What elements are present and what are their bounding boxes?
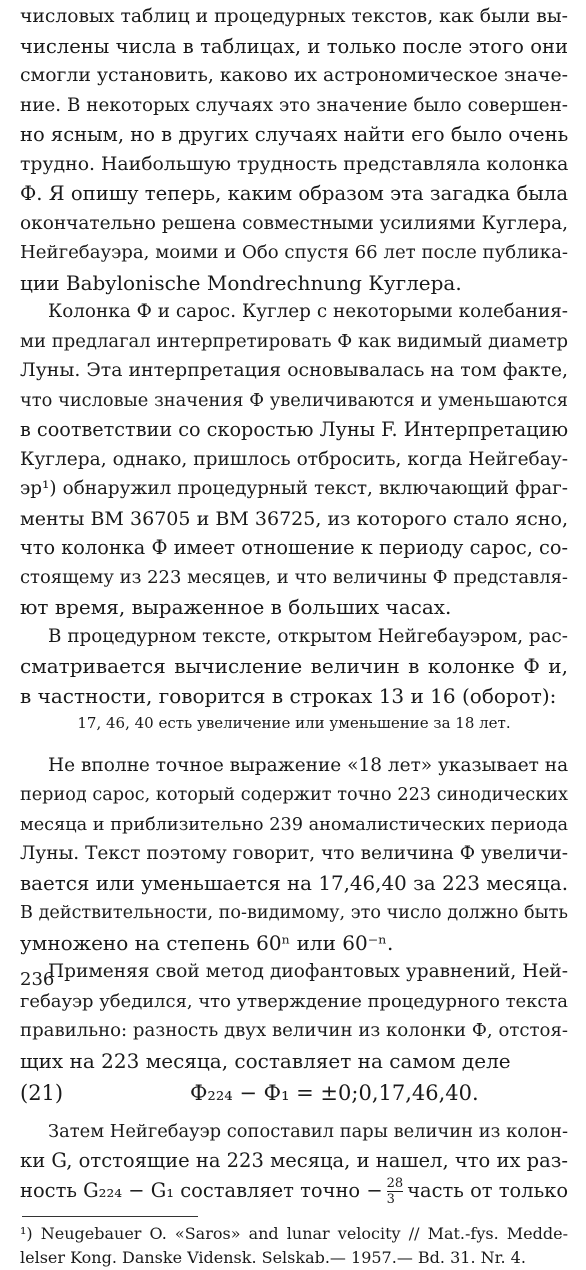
text-line: что числовые значения Ф увеличиваются и уменьшаются xyxy=(20,389,568,411)
fraction xyxy=(387,1177,404,1206)
text-line: В действительности, по-видимому, это число должно быть xyxy=(20,903,568,923)
text-line: ми предлагал интерпретировать Ф как видимый диаметр xyxy=(20,330,568,352)
text-line: вается или уменьшается на 17,46,40 за 223 месяца. xyxy=(20,871,568,895)
text-line: гебауэр убедился, что утверждение процедурного текста xyxy=(20,990,568,1012)
fraction-bar xyxy=(387,1191,403,1192)
text-line: числовых таблиц и процедурных текстов, как были вы- xyxy=(20,6,568,27)
text-line: ние. В некоторых случаях это значение было совершен- xyxy=(20,94,568,116)
text-line: в соответствии со скоростью Луны F. Интерпретацию xyxy=(20,418,569,441)
footnote-rule xyxy=(22,1216,198,1217)
text-line: ки G, отстоящие на 223 месяца, и нашел, что их раз- xyxy=(20,1149,568,1172)
text-line: правильно: разность двух величин из колонки Ф, отстоя- xyxy=(20,1020,568,1041)
text-line: В процедурном тексте, открытом Нейгебауэром, рас- xyxy=(48,625,568,647)
page-number: 236 xyxy=(20,969,55,990)
text-line: в частности, говорится в строках 13 и 16 (оборот): xyxy=(20,683,557,708)
text-line: трудно. Наибольшую трудность представляла колонка xyxy=(20,153,569,175)
equation-body: Ф₂₂₄ − Ф₁ = ±0;0,17,46,40. xyxy=(190,1080,479,1105)
text-line: Нейгебауэра, моими и Обо спустя 66 лет после публика- xyxy=(20,242,568,263)
text-line: Затем Нейгебауэр сопоставил пары величин из колон- xyxy=(48,1120,569,1142)
text-line: Применяя свой метод диофантовых уравнений, Ней- xyxy=(48,961,568,982)
text-segment: часть от только xyxy=(407,1178,569,1202)
text-line: менты ВМ 36705 и ВМ 36725, из которого стало ясно, xyxy=(20,507,568,530)
section-heading-line: Колонка Ф и сарос. Куглер с некоторыми колебания- xyxy=(48,301,568,322)
text-line: смогли установить, каково их астрономическое значе- xyxy=(20,65,569,86)
text-line: числены числа в таблицах, и только после этого они xyxy=(20,34,568,58)
text-line: окончательно решена совместными усилиями Куглера, xyxy=(20,212,568,234)
text-line: период сарос, который содержит точно 223 синодических xyxy=(20,785,568,805)
fraction-numerator: 28 xyxy=(386,1175,404,1191)
text-line: стоящему из 223 месяцев, и что величины Ф представля- xyxy=(20,566,569,588)
fraction-denominator: 3 xyxy=(386,1191,395,1207)
footnote-line: ¹) Neugebauer O. «Saros» and lunar velocity // Mat.-fys. Medde- xyxy=(20,1223,568,1243)
text-line: сматривается вычисление величин в колонке Ф и, xyxy=(20,654,568,678)
equation-number: (21) xyxy=(20,1080,64,1105)
text-line: Не вполне точное выражение «18 лет» указывает на xyxy=(48,754,569,776)
text-line: умножено на степень 60ⁿ или 60⁻ⁿ. xyxy=(20,930,394,955)
text-line: ют время, выраженное в больших часах. xyxy=(20,595,452,619)
text-line: Ф. Я опишу теперь, каким образом эта загадка была xyxy=(20,182,568,205)
text-segment: ность G₂₂₄ − G₁ составляет точно − xyxy=(20,1178,383,1202)
text-line: эр¹) обнаружил процедурный текст, включающий фраг- xyxy=(20,478,568,499)
footnote-line: lelser Kong. Danske Vidensk. Selskab.— 1957.— Bd. 31. Nr. 4. xyxy=(20,1247,526,1267)
text-line: Куглера, однако, пришлось отбросить, когда Нейгебау- xyxy=(20,448,568,470)
text-line: ции Babylonische Mondrechnung Куглера. xyxy=(20,270,462,295)
text-line: Луны. Текст поэтому говорит, что величина Ф увеличи- xyxy=(20,843,568,864)
quoted-text: 17, 46, 40 есть увеличение или уменьшение за 18 лет. xyxy=(77,713,511,732)
text-line: Луны. Эта интерпретация основывалась на том факте, xyxy=(20,360,568,381)
text-line: щих на 223 месяца, составляет на самом деле xyxy=(20,1048,511,1073)
text-line-with-fraction xyxy=(20,1176,568,1206)
text-line: но ясным, но в других случаях найти его было очень xyxy=(20,123,569,146)
text-line: месяца и приблизительно 239 аномалистических периода xyxy=(20,814,568,835)
text-line: что колонка Ф имеет отношение к периоду сарос, со- xyxy=(20,536,568,559)
